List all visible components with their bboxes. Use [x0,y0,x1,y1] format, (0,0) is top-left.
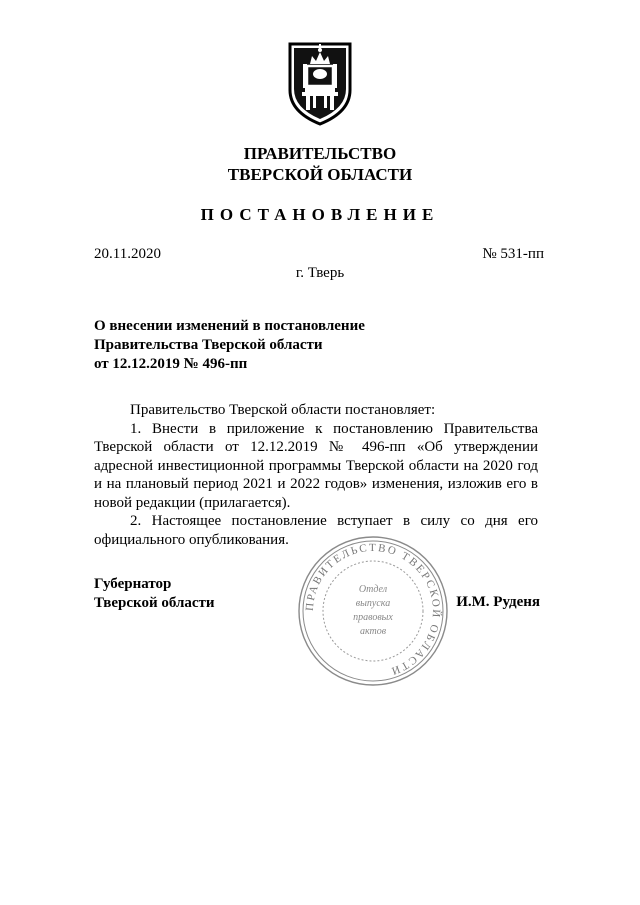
stamp-ring-text: ПРАВИТЕЛЬСТВО ТВЕРСКОЙ ОБЛАСТИ [303,541,443,678]
document-number: № 531-пп [482,246,544,262]
body-paragraph: Правительство Тверской области постановляет: [130,402,436,418]
svg-text:ПРАВИТЕЛЬСТВО ТВЕРСКОЙ ОБЛАСТИ [304,542,442,677]
body-paragraph: 2. Настоящее постановление вступает в силу со дня его официального опубликования. [94,513,538,548]
signatory-title-line: Губернатор [94,576,172,592]
coat-of-arms-icon [286,38,354,126]
subject-line: О внесении изменений в постановление [94,318,365,334]
subject-line: от 12.12.2019 № 496-пп [94,356,248,372]
document-subject [94,317,514,374]
signatory-title [94,575,215,613]
organization-name-line1: ПРАВИТЕЛЬСТВО [243,144,397,163]
signatory-name: И.М. Руденя [456,594,540,610]
stamp-inner-text: актов [359,626,387,637]
organization-name-line2: ТВЕРСКОЙ ОБЛАСТИ [227,165,413,184]
stamp-inner-text: правовых [353,612,393,623]
signatory-title-line: Тверской области [94,595,215,611]
document-body [94,401,538,549]
subject-line: Правительства Тверской области [94,337,323,353]
stamp-inner-text: выпуска [355,598,391,609]
document-date: 20.11.2020 [94,246,161,262]
body-paragraph: 1. Внести в приложение к постановлению Правительства Тверской области от 12.12.2019 № 496-пп «Об утверждении адресной инвестиционной программы Тверской области на 2020 год и на плановый период 2021 и 2022 годов» изменения, изложив его в новой редакции (прилагается). [94,420,538,511]
official-stamp [296,534,450,688]
document-type-heading: ПОСТАНОВЛЕНИЕ [200,205,440,224]
document-city: г. Тверь [295,265,345,281]
stamp-inner-text: Отдел [358,584,388,595]
